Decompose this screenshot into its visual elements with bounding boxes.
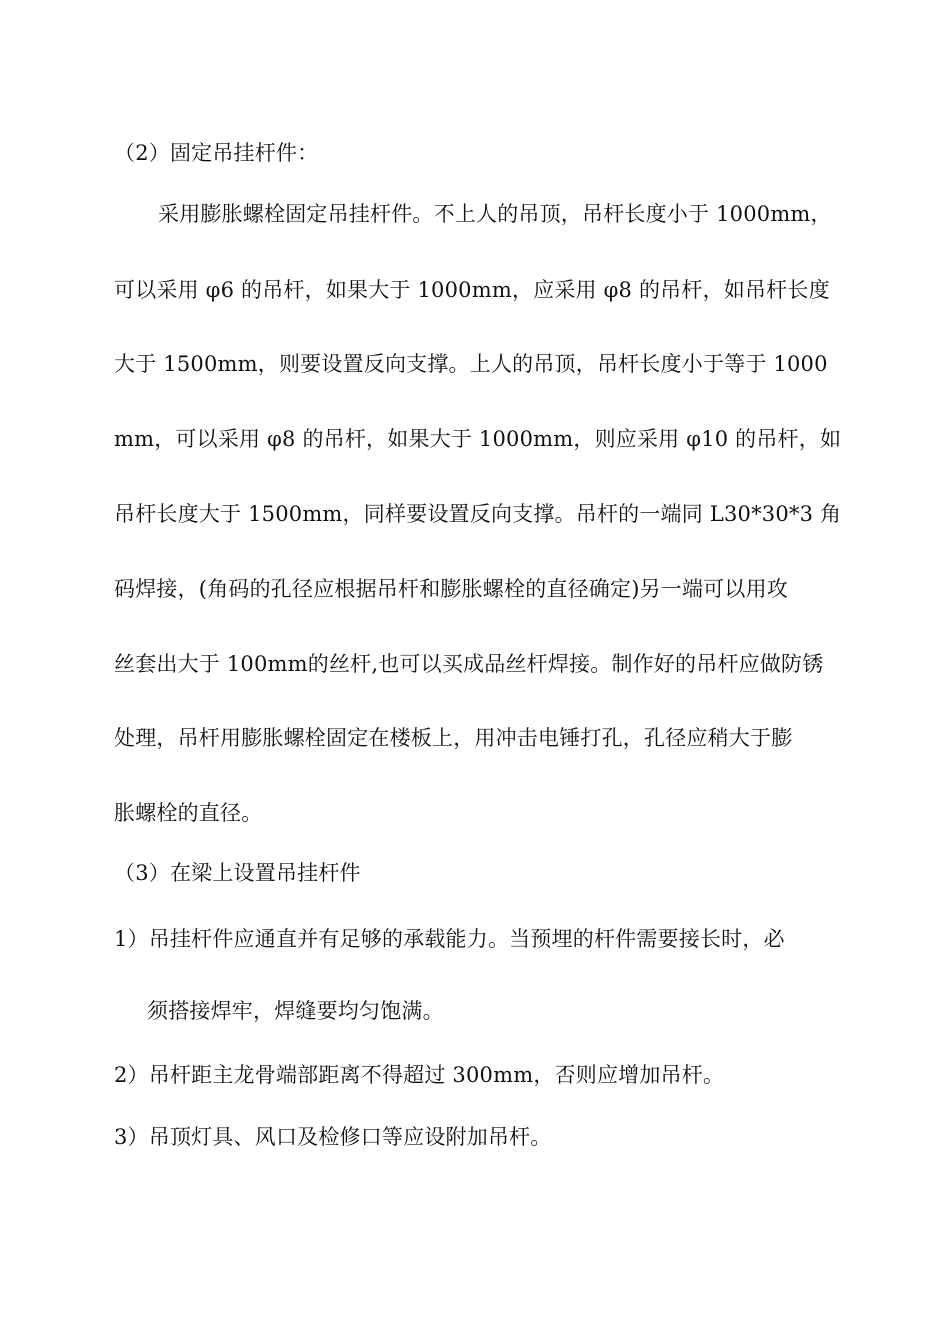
paragraph-line-1: 采用膨胀螺栓固定吊挂杆件。不上人的吊顶，吊杆长度小于 1000mm， [158, 202, 832, 226]
list-item-3: 3）吊顶灯具、风口及检修口等应设附加吊杆。 [114, 1125, 552, 1149]
list-item-1-line-1: 1）吊挂杆件应通直并有足够的承载能力。当预埋的杆件需要接长时，必 [114, 927, 785, 951]
list-item-1-line-2: 须搭接焊牢，焊缝要均匀饱满。 [147, 999, 444, 1023]
paragraph-line-2: 可以采用 φ6 的吊杆，如果大于 1000mm，应采用 φ8 的吊杆，如吊杆长度 [114, 278, 830, 302]
paragraph-line-3: 大于 1500mm，则要设置反向支撑。上人的吊顶，吊杆长度小于等于 1000 [114, 352, 828, 376]
paragraph-line-4: mm，可以采用 φ8 的吊杆，如果大于 1000mm，则应采用 φ10 的吊杆，如 [114, 427, 842, 451]
paragraph-line-5: 吊杆长度大于 1500mm，同样要设置反向支撑。吊杆的一端同 L30*30*3 角 [114, 502, 842, 526]
paragraph-line-8: 处理，吊杆用膨胀螺栓固定在楼板上，用冲击电锤打孔，孔径应稍大于膨 [114, 726, 793, 750]
list-item-2: 2）吊杆距主龙骨端部距离不得超过 300mm，否则应增加吊杆。 [114, 1063, 725, 1087]
section-2-heading: （2）固定吊挂杆件： [114, 141, 319, 165]
paragraph-line-7: 丝套出大于 100mm的丝杆,也可以买成品丝杆焊接。制作好的吊杆应做防锈 [114, 652, 824, 676]
section-3-heading: （3）在梁上设置吊挂杆件 [114, 861, 361, 885]
paragraph-line-9: 胀螺栓的直径。 [114, 801, 263, 825]
paragraph-line-6: 码焊接，(角码的孔径应根据吊杆和膨胀螺栓的直径确定)另一端可以用攻 [114, 577, 788, 601]
